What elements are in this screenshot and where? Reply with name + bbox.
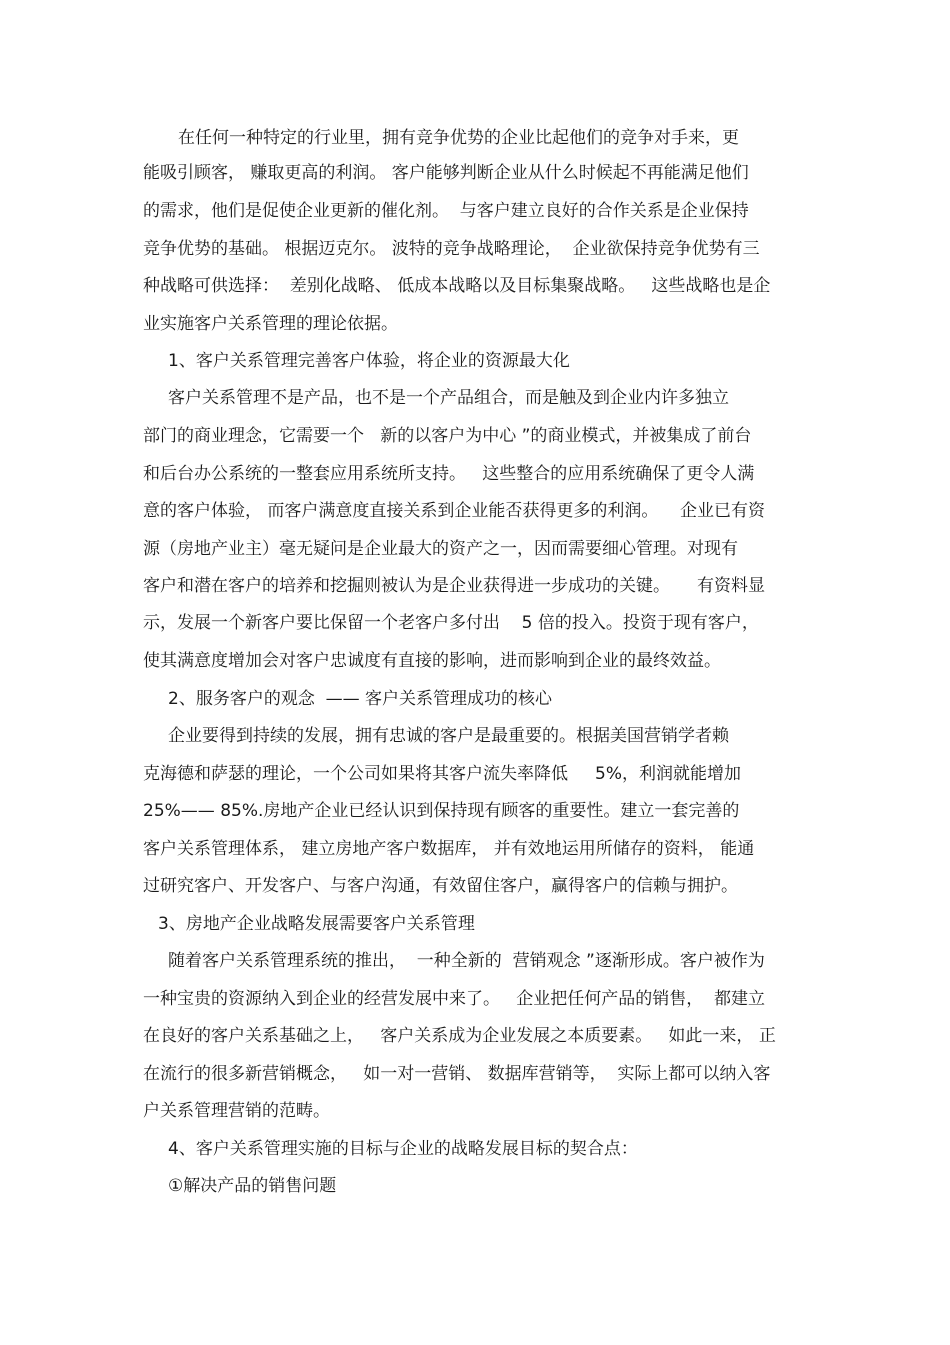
paragraph-2-line-4: 意的客户体验， 而客户满意度直接关系到企业能否获得更多的利润。 企业已有资 <box>143 501 766 521</box>
paragraph-3-line-5: 过研究客户、开发客户、与客户沟通，有效留住客户，赢得客户的信赖与拥护。 <box>143 876 738 896</box>
paragraph-1-line-5: 种战略可供选择： 差别化战略、 低成本战略以及目标集聚战略。 这些战略也是企 <box>143 276 771 296</box>
paragraph-4-line-1: 随着客户关系管理系统的推出， 一种全新的 营销观念 ”逐渐形成。客户被作为 <box>168 951 765 971</box>
paragraph-2-line-2: 部门的商业理念，它需要一个 新的以客户为中心 ”的商业模式，并被集成了前台 <box>143 426 752 446</box>
paragraph-2-line-3: 和后台办公系统的一整套应用系统所支持。 这些整合的应用系统确保了更令人满 <box>143 464 755 484</box>
paragraph-2-line-7: 示，发展一个新客户要比保留一个老客户多付出 5 倍的投入。投资于现有客户， <box>143 613 759 633</box>
paragraph-2-line-1: 客户关系管理不是产品，也不是一个产品组合，而是触及到企业内许多独立 <box>168 388 729 408</box>
paragraph-4-line-3: 在良好的客户关系基础之上， 客户关系成为企业发展之本质要素。 如此一来， 正 <box>143 1026 776 1046</box>
paragraph-3-line-3: 25%—— 85%.房地产企业已经认识到保持现有顾客的重要性。建立一套完善的 <box>143 801 740 821</box>
paragraph-1-line-1: 在任何一种特定的行业里，拥有竞争优势的企业比起他们的竞争对手来，更 <box>178 128 739 148</box>
paragraph-3-line-2: 克海德和萨瑟的理论，一个公司如果将其客户流失率降低 5%，利润就能增加 <box>143 764 741 784</box>
section-heading-4: 4、客户关系管理实施的目标与企业的战略发展目标的契合点： <box>168 1139 638 1159</box>
section-heading-2: 2、服务客户的观念 —— 客户关系管理成功的核心 <box>168 689 553 709</box>
paragraph-1-line-6: 业实施客户关系管理的理论依据。 <box>143 314 398 334</box>
paragraph-3-line-1: 企业要得到持续的发展，拥有忠诚的客户是最重要的。根据美国营销学者赖 <box>168 726 729 746</box>
paragraph-3-line-4: 客户关系管理体系， 建立房地产客户数据库， 并有效地运用所储存的资料， 能通 <box>143 839 755 859</box>
paragraph-1-line-2: 能吸引顾客， 赚取更高的利润。 客户能够判断企业从什么时候起不再能满足他们 <box>143 163 749 183</box>
paragraph-1-line-4: 竞争优势的基础。 根据迈克尔。 波特的竞争战略理论， 企业欲保持竞争优势有三 <box>143 239 760 259</box>
list-item-1: ①解决产品的销售问题 <box>168 1176 337 1196</box>
paragraph-4-line-5: 户关系管理营销的范畴。 <box>143 1101 330 1121</box>
paragraph-2-line-6: 客户和潜在客户的培养和挖掘则被认为是企业获得进一步成功的关键。 有资料显 <box>143 576 766 596</box>
paragraph-2-line-5: 源（房地产业主）毫无疑问是企业最大的资产之一，因而需要细心管理。对现有 <box>143 539 738 559</box>
paragraph-1-line-3: 的需求，他们是促使企业更新的催化剂。 与客户建立良好的合作关系是企业保持 <box>143 201 749 221</box>
section-heading-3: 3、房地产企业战略发展需要客户关系管理 <box>158 914 475 934</box>
paragraph-2-line-8: 使其满意度增加会对客户忠诚度有直接的影响，进而影响到企业的最终效益。 <box>143 651 721 671</box>
section-heading-1: 1、客户关系管理完善客户体验，将企业的资源最大化 <box>168 351 570 371</box>
paragraph-4-line-4: 在流行的很多新营销概念， 如一对一营销、 数据库营销等， 实际上都可以纳入客 <box>143 1064 771 1084</box>
paragraph-4-line-2: 一种宝贵的资源纳入到企业的经营发展中来了。 企业把任何产品的销售， 都建立 <box>143 989 766 1009</box>
